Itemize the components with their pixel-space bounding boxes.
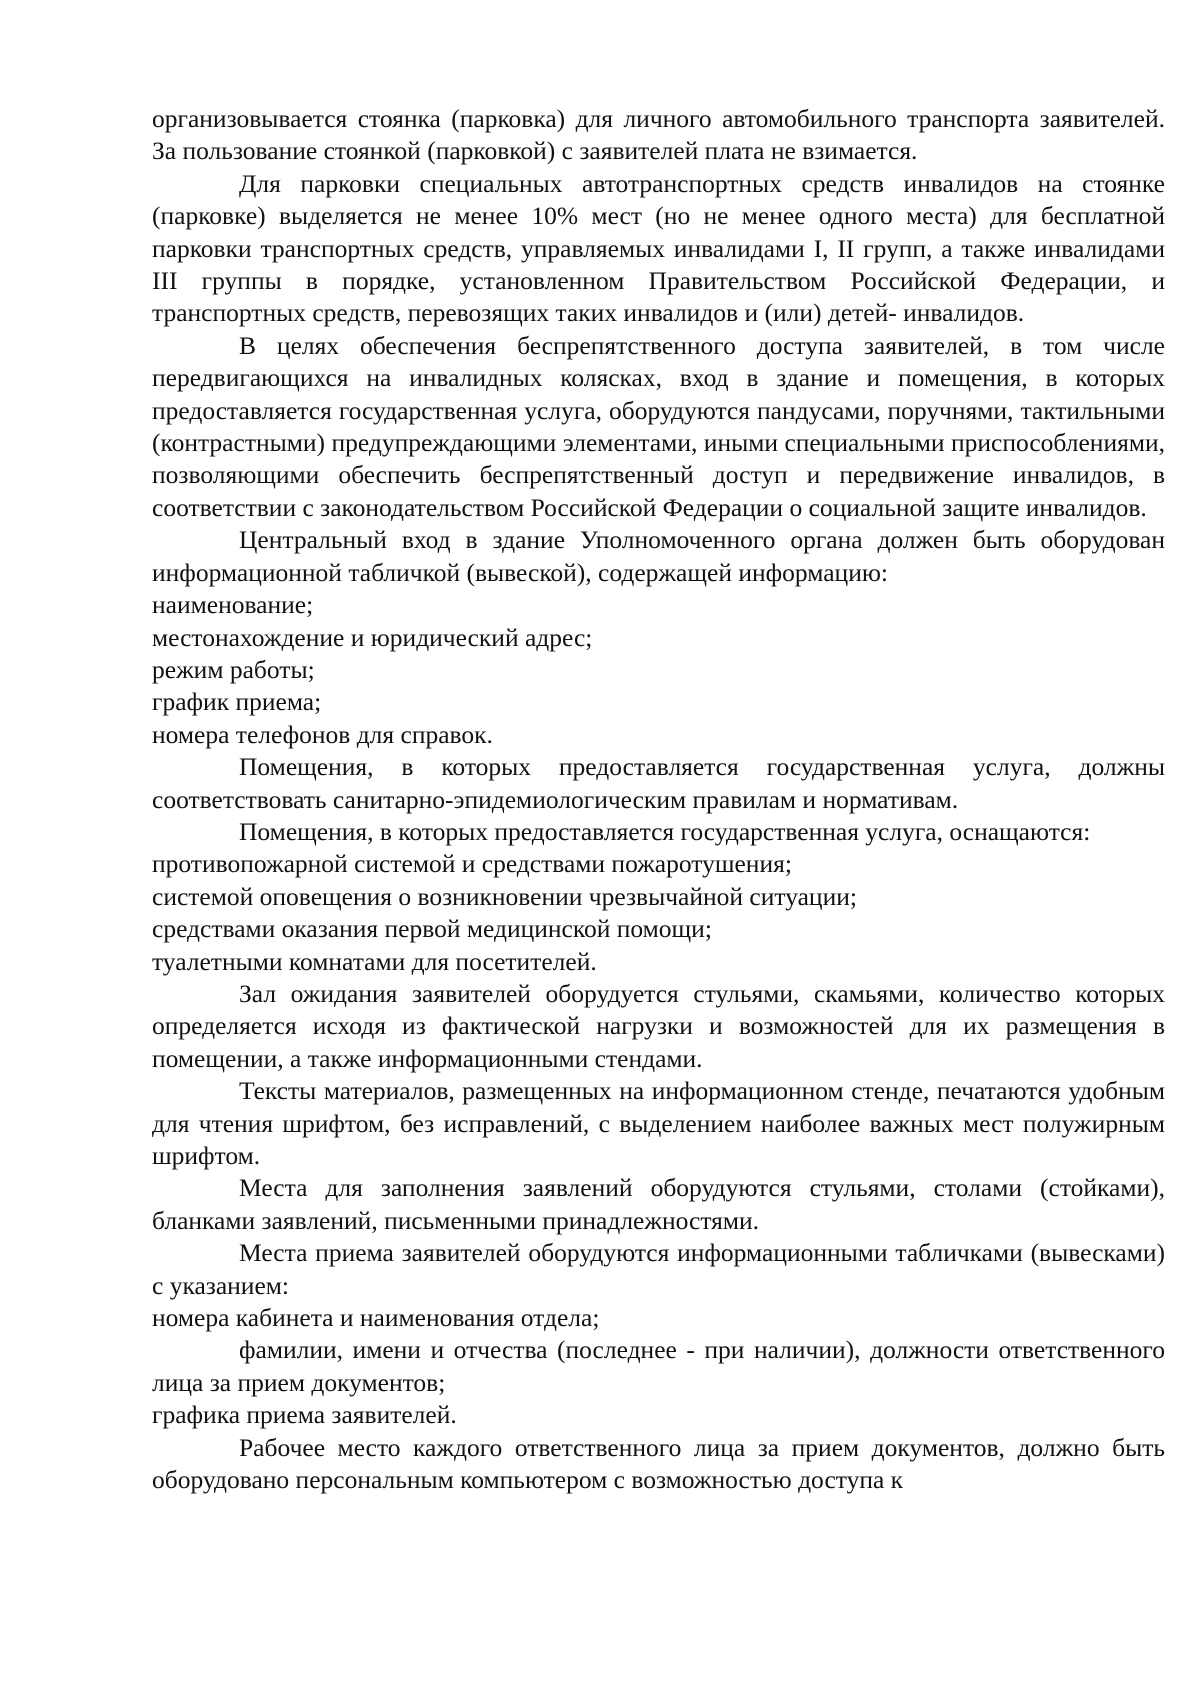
list-item-work-hours: режим работы; — [152, 654, 315, 684]
paragraph-disabled-parking: Для парковки специальных автотранспортных средств инвалидов на стоянке (парковке) выделяется не менее 10% мест (но не менее одного места) для бесплатной парковки транспортных средств, управляемых инвалидами I, II групп, а также инвалидами III группы в порядке, установленном Правительством Российской Федерации, и транспортных средств, перевозящих таких инвалидов и (или) детей- инвалидов. — [152, 168, 1165, 328]
paragraph-equipment: Помещения, в которых предоставляется государственная услуга, оснащаются: — [239, 816, 1091, 846]
document-page — [152, 103, 1165, 1496]
list-item-cabinet-number: номера кабинета и наименования отдела; — [152, 1303, 600, 1333]
list-item-schedule: график приема; — [152, 687, 322, 717]
list-item-phones: номера телефонов для справок. — [152, 719, 493, 749]
list-item-fire-system: противопожарной системой и средствами пожаротушения; — [152, 849, 792, 879]
list-item-name: наименование; — [152, 590, 314, 620]
paragraph-workplace: Рабочее место каждого ответственного лица за прием документов, должно быть оборудовано персональным компьютером с возможностью доступа к — [152, 1432, 1165, 1495]
list-item-reception-schedule: графика приема заявителей. — [152, 1400, 457, 1430]
paragraph-accessibility: В целях обеспечения беспрепятственного доступа заявителей, в том числе передвигающихся на инвалидных колясках, вход в здание и помещения, в которых предоставляется государственная услуга, оборудуются пандусами, поручнями, тактильными (контрастными) предупреждающими элементами, иными специальными приспособлениями, позволяющими обеспечить беспрепятственный доступ и передвижение инвалидов, в соответствии с законодательством Российской Федерации о социальной защите инвалидов. — [152, 330, 1165, 522]
paragraph-sanitary: Помещения, в которых предоставляется государственная услуга, должны соответствовать санитарно-эпидемиологическим правилам и нормативам. — [152, 752, 1165, 814]
list-item-toilets: туалетными комнатами для посетителей. — [152, 946, 597, 976]
paragraph-reception-signs: Места приема заявителей оборудуются информационными табличками (вывесками) с указанием: — [152, 1238, 1165, 1300]
paragraph-filling-places: Места для заполнения заявлений оборудуются стульями, столами (стойками), бланками заявлений, письменными принадлежностями. — [152, 1173, 1165, 1235]
list-item-first-aid: средствами оказания первой медицинской помощи; — [152, 914, 712, 944]
list-item-responsible-person: фамилии, имени и отчества (последнее - при наличии), должности ответственного лица за прием документов; — [152, 1335, 1165, 1397]
paragraph-stand-texts: Тексты материалов, размещенных на информационном стенде, печатаются удобным для чтения шрифтом, без исправлений, с выделением наиболее важных мест полужирным шрифтом. — [152, 1076, 1165, 1170]
paragraph-entrance-sign: Центральный вход в здание Уполномоченного органа должен быть оборудован информационной табличкой (вывеской), содержащей информацию: — [152, 525, 1165, 587]
paragraph-parking-intro: организовывается стоянка (парковка) для личного автомобильного транспорта заявителей. За пользование стоянкой (парковкой) с заявителей плата не взимается. — [152, 104, 1165, 166]
list-item-address: местонахождение и юридический адрес; — [152, 622, 593, 652]
paragraph-waiting-hall: Зал ожидания заявителей оборудуется стульями, скамьями, количество которых определяется исходя из фактической нагрузки и возможностей для их размещения в помещении, а также информационными стендами. — [152, 978, 1165, 1073]
list-item-alert-system: системой оповещения о возникновении чрезвычайной ситуации; — [152, 881, 857, 911]
